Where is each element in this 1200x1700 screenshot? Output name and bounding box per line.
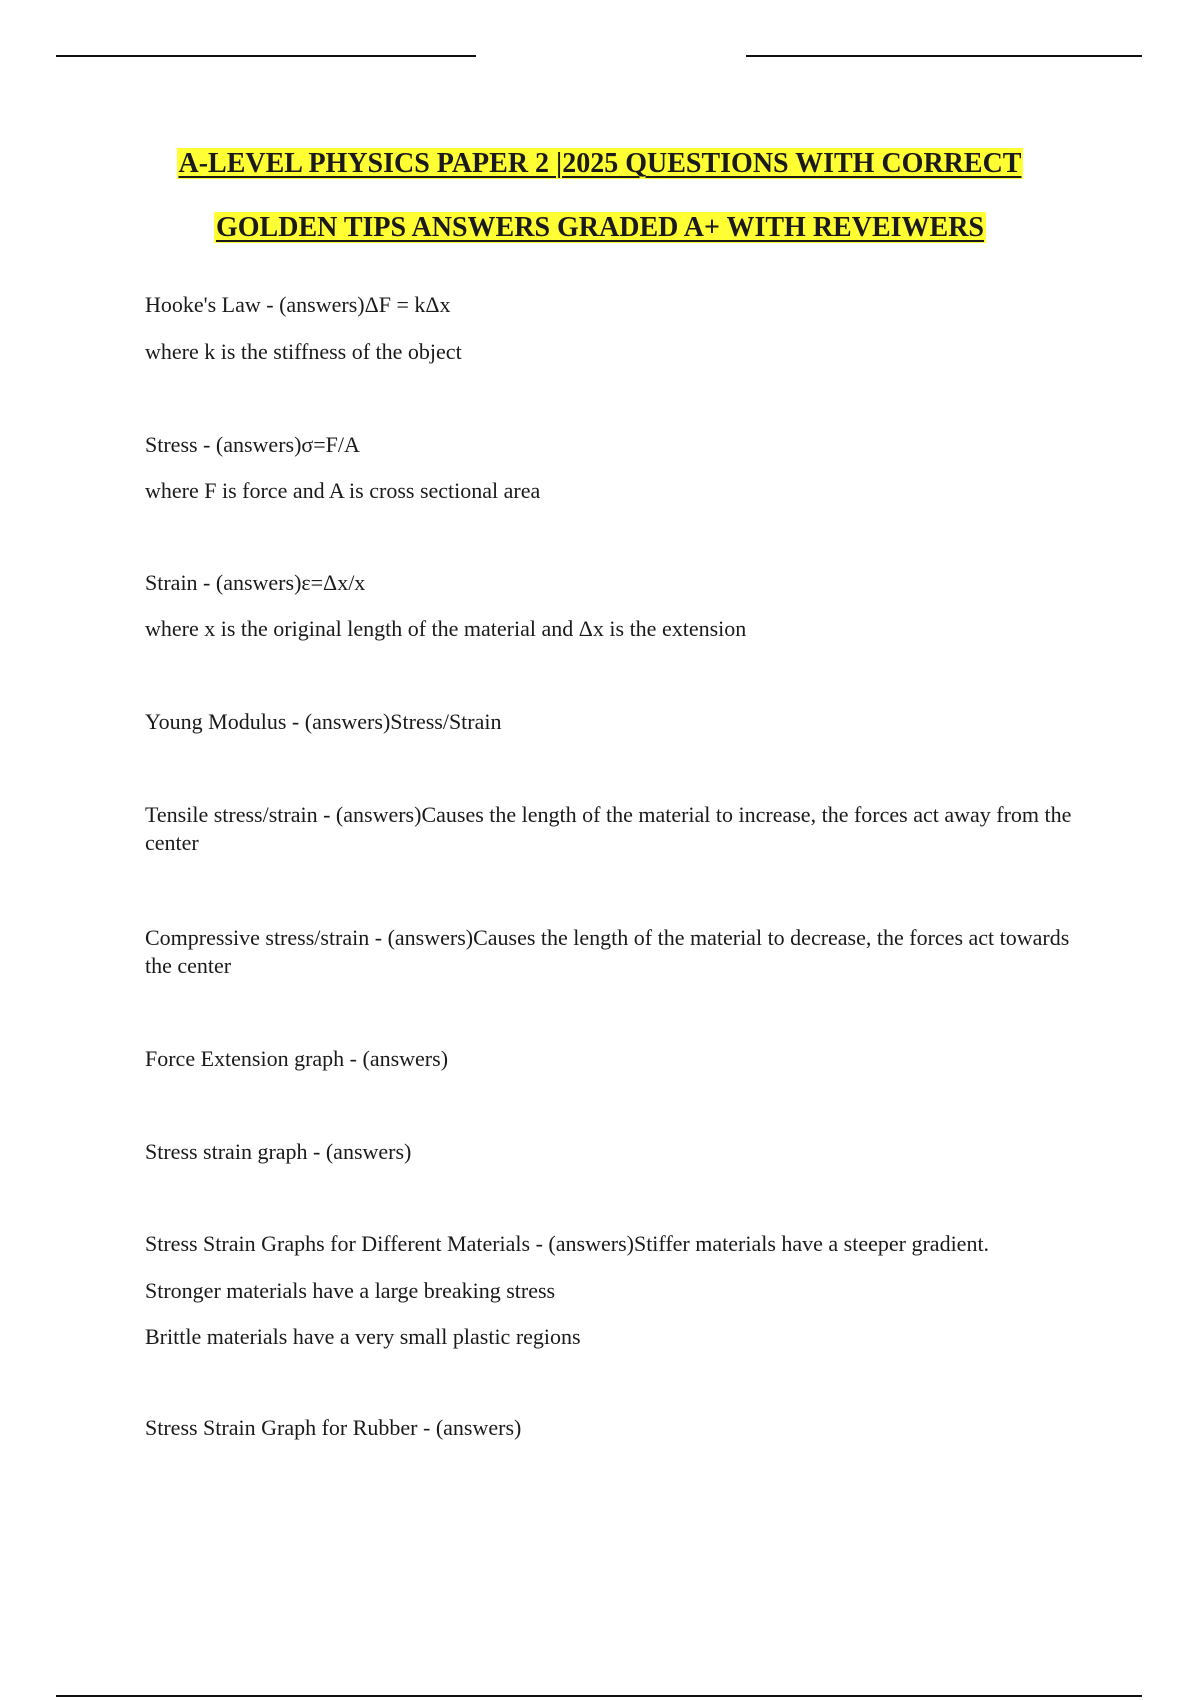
entry-young-modulus: Young Modulus - (answers)Stress/Strain xyxy=(145,709,502,734)
entry-rubber-graph: Stress Strain Graph for Rubber - (answers) xyxy=(145,1415,522,1440)
entry-force-extension: Force Extension graph - (answers) xyxy=(145,1046,449,1071)
entry-stress-note: where F is force and A is cross sectional area xyxy=(145,478,541,503)
title-text-2: GOLDEN TIPS ANSWERS GRADED A+ WITH REVEIWERS xyxy=(215,212,984,243)
title-text-1: A-LEVEL PHYSICS PAPER 2 |2025 QUESTIONS WITH CORRECT xyxy=(178,148,1022,179)
entry-strain: Strain - (answers)ε=Δx/x xyxy=(145,570,366,595)
entry-brittle-materials: Brittle materials have a very small plastic regions xyxy=(145,1324,581,1349)
document-title-line-1 xyxy=(0,147,1200,181)
entry-hookes-law-note: where k is the stiffness of the object xyxy=(145,339,462,364)
footer-rule xyxy=(56,1695,1142,1697)
entry-compressive: Compressive stress/strain - (answers)Causes the length of the material to decrease, the forces act towards the center xyxy=(145,925,1075,978)
header-rule-right xyxy=(746,55,1142,57)
entry-different-materials: Stress Strain Graphs for Different Materials - (answers)Stiffer materials have a steeper gradient. xyxy=(145,1231,990,1256)
document-title-line-2 xyxy=(0,211,1200,245)
entry-tensile: Tensile stress/strain - (answers)Causes the length of the material to increase, the forces act away from the center xyxy=(145,802,1077,855)
entry-strain-note: where x is the original length of the material and Δx is the extension xyxy=(145,616,747,641)
entry-stress: Stress - (answers)σ=F/A xyxy=(145,432,360,457)
header-rule-left xyxy=(56,55,476,57)
entry-stronger-materials: Stronger materials have a large breaking stress xyxy=(145,1278,556,1303)
entry-stress-strain: Stress strain graph - (answers) xyxy=(145,1139,412,1164)
entry-hookes-law: Hooke's Law - (answers)ΔF = kΔx xyxy=(145,292,451,317)
